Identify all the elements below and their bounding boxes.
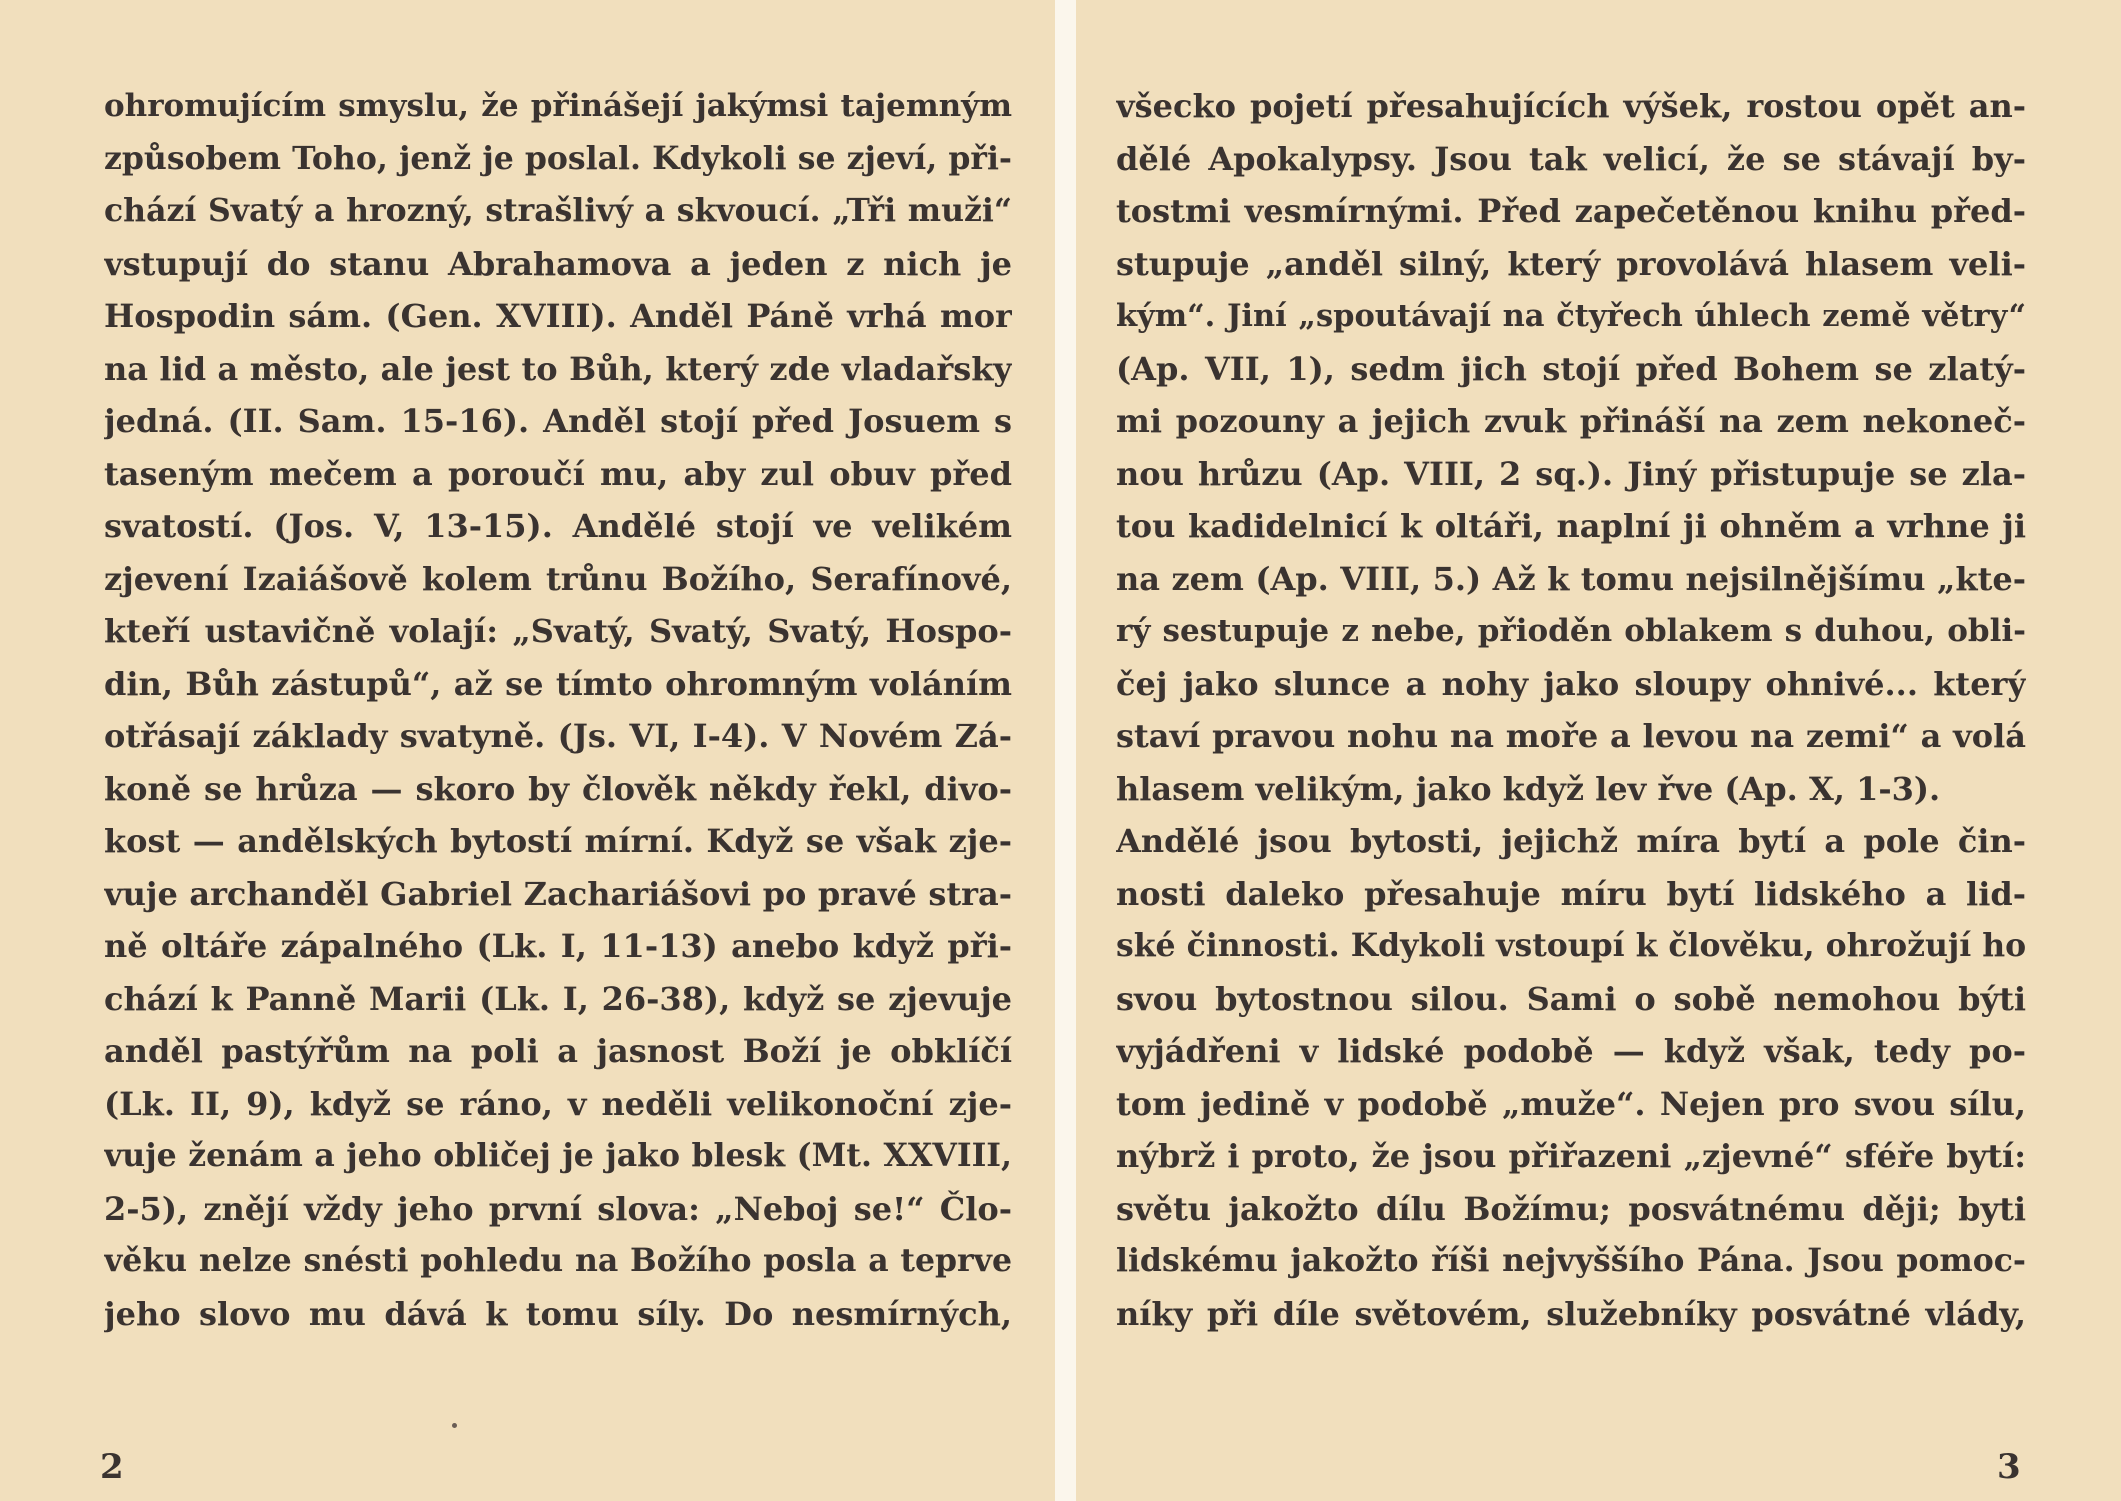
text-line: din, Bůh zástupů“, až se tímto ohromným voláním xyxy=(104,664,1012,703)
text-line: staví pravou nohu na moře a levou na zemi“ a volá xyxy=(1116,717,2026,755)
text-line: kost — andělských bytostí mírní. Když se však zje- xyxy=(104,822,1012,860)
text-line: jeho slovo mu dává k tomu síly. Do nesmírných, xyxy=(104,1294,1012,1333)
text-line: světu jakožto dílu Božímu; posvátnému ději; byti xyxy=(1116,1189,2026,1228)
text-line: otřásají základy svatyně. (Js. VI, I-4). V Novém Zá- xyxy=(104,717,1012,755)
text-line: Hospodin sám. (Gen. XVIII). Anděl Páně vrhá mor xyxy=(104,297,1012,335)
text-line: vuje archanděl Gabriel Zachariášovi po pravé stra- xyxy=(104,874,1012,913)
text-line: tostmi vesmírnými. Před zapečetěnou knihu před- xyxy=(1116,192,2026,230)
left-page xyxy=(0,0,1055,1501)
text-line: způsobem Toho, jenž je poslal. Kdykoli se zjeví, při- xyxy=(104,139,1012,177)
text-line: ohromujícím smyslu, že přinášejí jakýmsi tajemným xyxy=(104,88,1012,124)
text-line: anděl pastýřům na poli a jasnost Boží je obklíčí xyxy=(104,1032,1012,1070)
text-line: taseným mečem a poroučí mu, aby zul obuv před xyxy=(104,454,1012,493)
text-line: tou kadidelnicí k oltáři, naplní ji ohněm a vrhne ji xyxy=(1116,507,2026,545)
text-line: lidskému jakožto říši nejvyššího Pána. Jsou pomoc- xyxy=(1116,1242,2026,1279)
text-line: rý sestupuje z nebe, přioděn oblakem s duhou, obli- xyxy=(1116,613,2026,649)
print-speck xyxy=(452,1423,457,1428)
text-line: tom jedině v podobě „muže“. Nejen pro svou sílu, xyxy=(1116,1084,2026,1123)
text-line: (Lk. II, 9), když se ráno, v neděli velikonoční zje- xyxy=(104,1084,1012,1123)
text-line: (Ap. VII, 1), sedm jich stojí před Bohem se zlatý- xyxy=(1116,349,2026,388)
text-line: vstupují do stanu Abrahamova a jeden z nich je xyxy=(104,244,1012,283)
left-page-number: 2 xyxy=(100,1447,124,1487)
text-line: všecko pojetí přesahujících výšek, rostou opět an- xyxy=(1116,87,2026,125)
right-page-number: 3 xyxy=(1997,1447,2021,1487)
text-line: vuje ženám a jeho obličej je jako blesk (Mt. XXVIII, xyxy=(104,1137,1012,1174)
text-line: níky při díle světovém, služebníky posvátné vlády, xyxy=(1116,1294,2026,1333)
text-line: chází k Panně Marii (Lk. I, 26-38), když se zjevuje xyxy=(104,979,1012,1018)
text-line: ně oltáře zápalného (Lk. I, 11-13) anebo když při- xyxy=(104,927,1012,965)
text-line: hlasem velikým, jako když lev řve (Ap. X, 1-3). xyxy=(1116,769,1941,808)
right-page-text xyxy=(1116,80,2026,1340)
text-line: svou bytostnou silou. Sami o sobě nemohou býti xyxy=(1116,979,2026,1018)
text-line: nýbrž i proto, že jsou přiřazeni „zjevné“ sféře bytí: xyxy=(1116,1137,2026,1175)
text-line: na lid a město, ale jest to Bůh, který zde vladařsky xyxy=(104,349,1012,388)
text-line: ské činnosti. Kdykoli vstoupí k člověku, ohrožují ho xyxy=(1116,927,2026,964)
text-line: stupuje „anděl silný, který provolává hlasem veli- xyxy=(1116,244,2026,283)
text-line: 2-5), znějí vždy jeho první slova: „Neboj se!“ Člo- xyxy=(104,1189,1012,1228)
left-page-text xyxy=(104,80,1012,1340)
text-line: chází Svatý a hrozný, strašlivý a skvoucí. „Tři muži“ xyxy=(104,192,1012,229)
text-line: na zem (Ap. VIII, 5.) Až k tomu nejsilnějšímu „kte- xyxy=(1116,559,2026,598)
text-line: čej jako slunce a nohy jako sloupy ohnivé... který xyxy=(1116,664,2026,703)
text-line: vyjádřeni v lidské podobě — když však, tedy po- xyxy=(1116,1032,2026,1070)
text-line: svatostí. (Jos. V, 13-15). Andělé stojí ve velikém xyxy=(104,507,1012,545)
book-gutter xyxy=(1055,0,1076,1501)
text-line: dělé Apokalypsy. Jsou tak velicí, že se stávají by- xyxy=(1116,139,2026,178)
text-line: koně se hrůza — skoro by člověk někdy řekl, divo- xyxy=(104,769,1012,808)
text-line: nou hrůzu (Ap. VIII, 2 sq.). Jiný přistupuje se zla- xyxy=(1116,454,2026,493)
text-line: jedná. (II. Sam. 15-16). Anděl stojí před Josuem s xyxy=(104,402,1012,440)
text-line: mi pozouny a jejich zvuk přináší na zem nekoneč- xyxy=(1116,402,2026,440)
right-page xyxy=(1076,0,2121,1501)
text-line: Andělé jsou bytosti, jejichž míra bytí a pole čin- xyxy=(1116,822,2026,860)
text-line: kým“. Jiní „spoutávají na čtyřech úhlech země větry“ xyxy=(1116,298,2026,334)
text-line: zjevení Izaiášově kolem trůnu Božího, Serafínové, xyxy=(104,559,1012,598)
text-line: nosti daleko přesahuje míru bytí lidského a lid- xyxy=(1116,874,2026,913)
text-line: věku nelze snésti pohledu na Božího posla a teprve xyxy=(104,1242,1012,1279)
text-line: kteří ustavičně volají: „Svatý, Svatý, Svatý, Hospo- xyxy=(104,612,1012,650)
